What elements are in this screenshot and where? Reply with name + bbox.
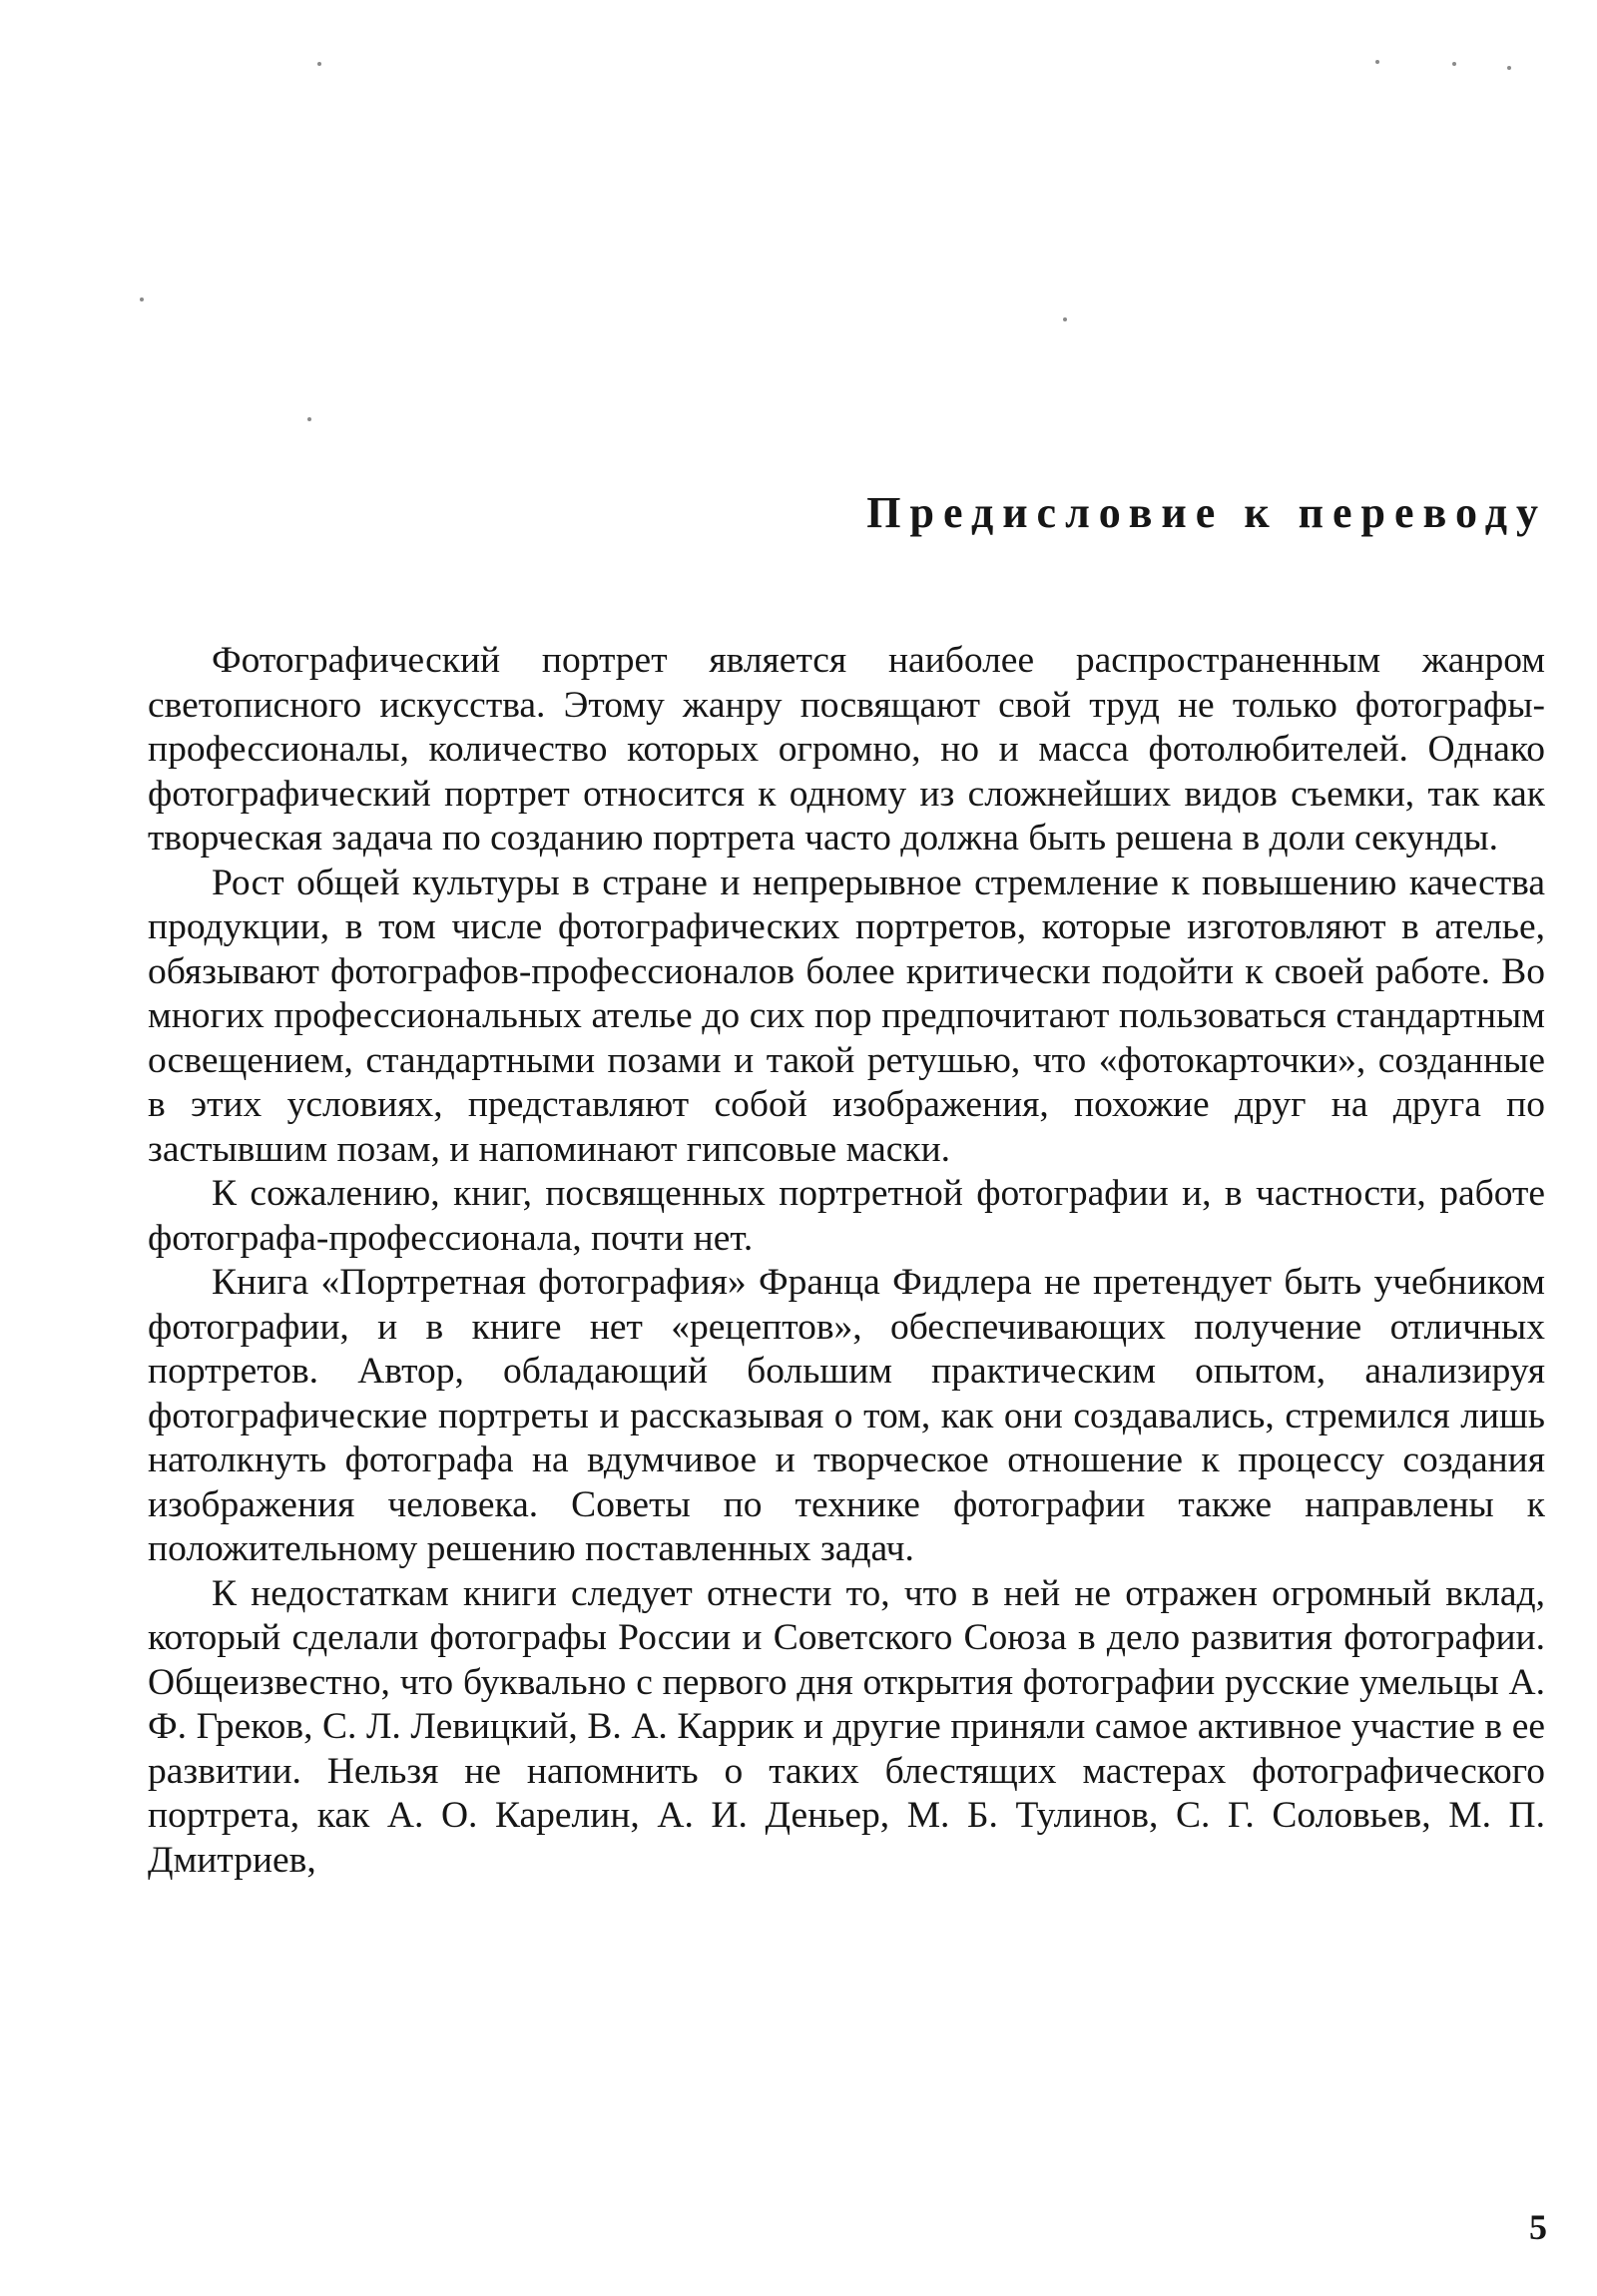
paragraph: Рост общей культуры в стране и непрерывное стремление к повышению качества продукции, в том числе фотографических портретов, которые изготовляют в ателье, обязывают фотографов-профессионалов более критически подойти к своей работе. Во многих профессиональных ателье до сих пор предпочитают пользоваться стандартным освещением, стандартными позами и такой ретушью, что «фотокарточки», созданные в этих условиях, представляют собой изображения, похожие друг на друга по застывшим позам, и напоминают гипсовые маски. xyxy=(148,861,1545,1170)
scan-speck xyxy=(307,417,311,421)
page-number: 5 xyxy=(1529,2207,1547,2247)
paragraph: Книга «Портретная фотография» Франца Фидлера не претендует быть учебником фотографии, и в книге нет «рецептов», обеспечивающих получение отличных портретов. Автор, обладающий большим практическим опытом, анализируя фотографические портреты и рассказывая о том, как они создавались, стремился лишь натолкнуть фотографа на вдумчивое и творческое отношение к процессу создания изображения человека. Советы по технике фотографии также направлены к положительному решению поставленных задач. xyxy=(148,1262,1545,1569)
scan-speck xyxy=(1063,317,1067,321)
scan-speck xyxy=(1452,62,1456,66)
paragraph: Фотографический портрет является наиболее распространенным жанром светописного искусства. Этому жанру посвящают свой труд не только фотографы-профессионалы, количество которых огромно, но и масса фотолюбителей. Однако фотографический портрет относится к одному из сложнейших видов съемки, так как творческая задача по созданию портрета часто должна быть решена в доли секунды. xyxy=(148,640,1545,859)
scan-speck xyxy=(140,297,144,301)
scan-speck xyxy=(1375,60,1379,64)
body-text xyxy=(148,639,1545,1883)
paragraph: К недостаткам книги следует отнести то, что в ней не отражен огромный вклад, который сделали фотографы России и Советского Союза в дело развития фотографии. Общеизвестно, что буквально с первого дня открытия фотографии русские умельцы А. Ф. Греков, С. Л. Левицкий, В. А. Каррик и другие приняли самое активное участие в ее развитии. Нельзя не напомнить о таких блестящих мастерах фотографического портрета, как А. О. Карелин, А. И. Деньер, М. Б. Тулинов, С. Г. Соловьев, М. П. Дмитриев, xyxy=(148,1572,1545,1881)
scan-speck xyxy=(317,62,321,66)
scan-speck xyxy=(1507,66,1511,70)
paragraph: К сожалению, книг, посвященных портретной фотографии и, в частности, работе фотографа-профессионала, почти нет. xyxy=(148,1173,1545,1259)
page-title: Предисловие к переводу xyxy=(866,488,1547,537)
